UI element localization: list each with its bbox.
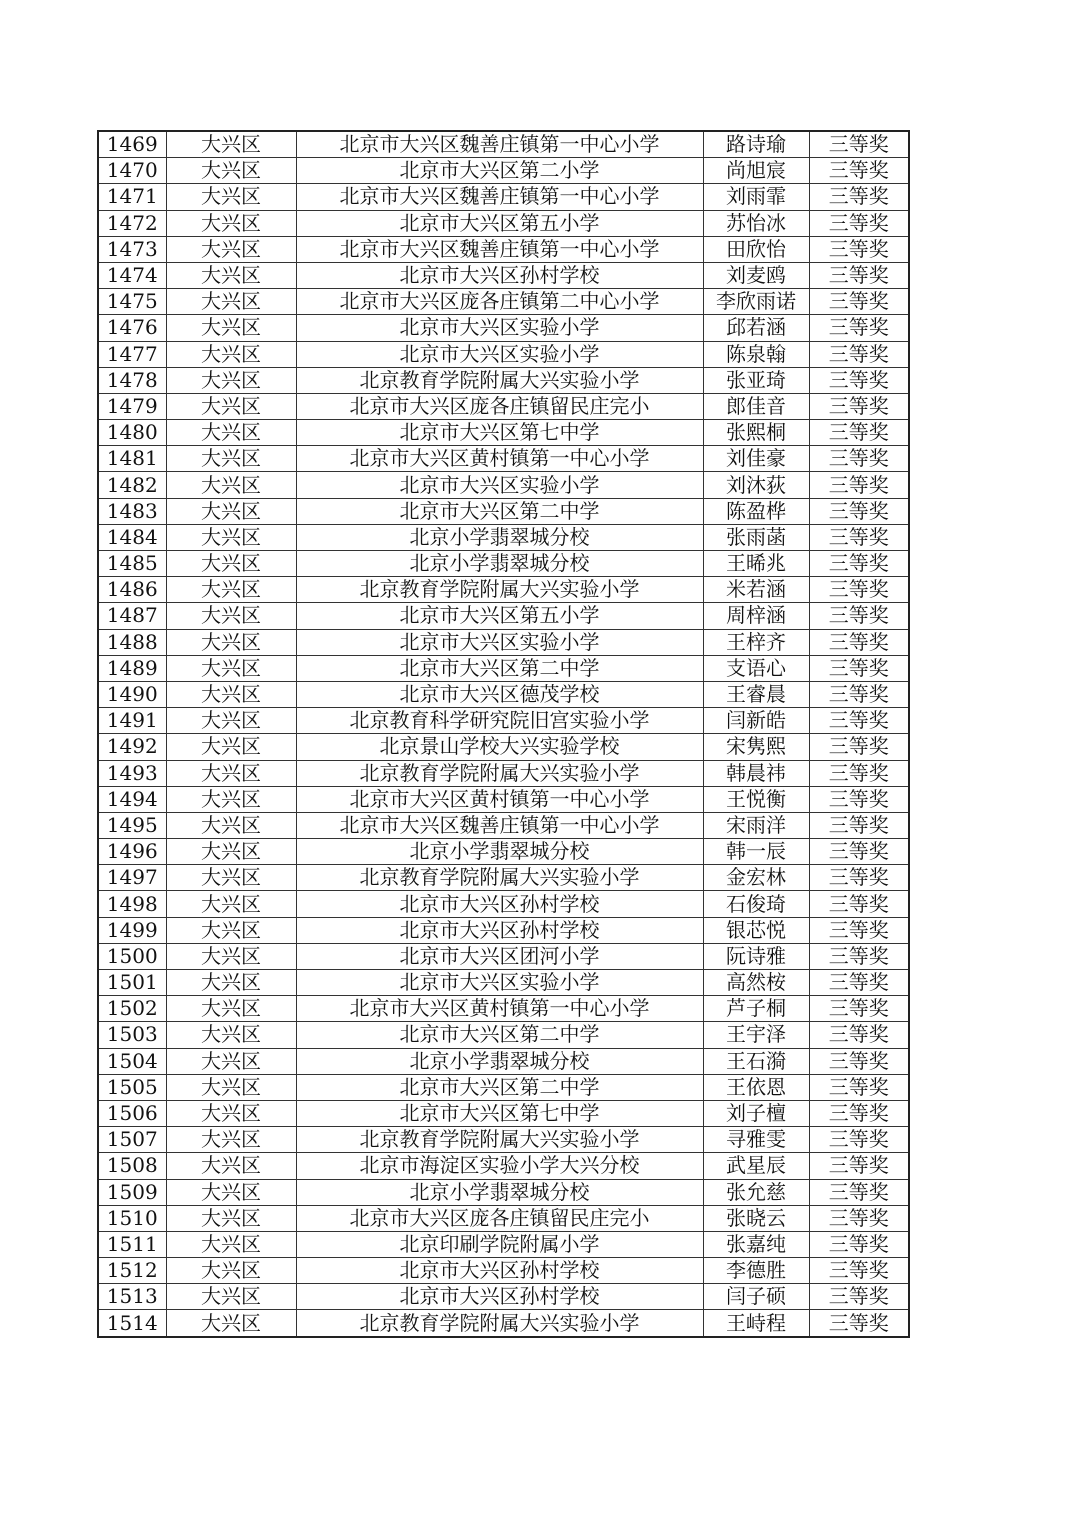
award-level-cell: 三等奖 [809,1179,909,1205]
row-number-cell: 1509 [98,1179,166,1205]
award-level-cell: 三等奖 [809,1284,909,1310]
award-level-cell: 三等奖 [809,1231,909,1257]
award-level-cell: 三等奖 [809,446,909,472]
table-row [98,891,909,917]
row-number-cell: 1506 [98,1100,166,1126]
district-cell: 大兴区 [166,393,296,419]
row-number-cell: 1478 [98,367,166,393]
table-row [98,577,909,603]
row-number-cell: 1498 [98,891,166,917]
table-row [98,865,909,891]
table-row [98,760,909,786]
school-cell: 北京市大兴区孙村学校 [296,262,703,288]
student-name-cell: 李欣雨诺 [703,289,809,315]
district-cell: 大兴区 [166,839,296,865]
table-row [98,970,909,996]
row-number-cell: 1479 [98,393,166,419]
school-cell: 北京市大兴区第二中学 [296,498,703,524]
student-name-cell: 银芯悦 [703,917,809,943]
row-number-cell: 1480 [98,420,166,446]
student-name-cell: 刘麦鸥 [703,262,809,288]
student-name-cell: 王峙程 [703,1310,809,1337]
table-row [98,1048,909,1074]
student-name-cell: 苏怡冰 [703,210,809,236]
school-cell: 北京市大兴区庞各庄镇留民庄完小 [296,1205,703,1231]
row-number-cell: 1470 [98,158,166,184]
school-cell: 北京小学翡翠城分校 [296,1048,703,1074]
award-level-cell: 三等奖 [809,420,909,446]
district-cell: 大兴区 [166,1127,296,1153]
row-number-cell: 1507 [98,1127,166,1153]
school-cell: 北京教育学院附属大兴实验小学 [296,1127,703,1153]
district-cell: 大兴区 [166,210,296,236]
award-level-cell: 三等奖 [809,1258,909,1284]
district-cell: 大兴区 [166,1205,296,1231]
district-cell: 大兴区 [166,655,296,681]
student-name-cell: 刘佳豪 [703,446,809,472]
table-row [98,446,909,472]
student-name-cell: 尚旭宸 [703,158,809,184]
table-row [98,236,909,262]
school-cell: 北京市大兴区魏善庄镇第一中心小学 [296,812,703,838]
district-cell: 大兴区 [166,367,296,393]
school-cell: 北京市海淀区实验小学大兴分校 [296,1153,703,1179]
award-level-cell: 三等奖 [809,1153,909,1179]
school-cell: 北京教育学院附属大兴实验小学 [296,577,703,603]
school-cell: 北京小学翡翠城分校 [296,839,703,865]
district-cell: 大兴区 [166,603,296,629]
school-cell: 北京市大兴区黄村镇第一中心小学 [296,996,703,1022]
table-row [98,1022,909,1048]
table-row [98,1074,909,1100]
award-level-cell: 三等奖 [809,1310,909,1337]
district-cell: 大兴区 [166,236,296,262]
school-cell: 北京市大兴区孙村学校 [296,917,703,943]
student-name-cell: 邱若涵 [703,315,809,341]
row-number-cell: 1511 [98,1231,166,1257]
row-number-cell: 1495 [98,812,166,838]
row-number-cell: 1489 [98,655,166,681]
table-row [98,1205,909,1231]
table-row [98,629,909,655]
district-cell: 大兴区 [166,1100,296,1126]
table-row [98,1310,909,1337]
award-level-cell: 三等奖 [809,577,909,603]
row-number-cell: 1473 [98,236,166,262]
row-number-cell: 1471 [98,184,166,210]
award-level-cell: 三等奖 [809,629,909,655]
student-name-cell: 芦子桐 [703,996,809,1022]
student-name-cell: 刘沐荻 [703,472,809,498]
award-level-cell: 三等奖 [809,341,909,367]
table-row [98,289,909,315]
table-row [98,1127,909,1153]
table-row [98,524,909,550]
school-cell: 北京小学翡翠城分校 [296,524,703,550]
table-row [98,472,909,498]
row-number-cell: 1474 [98,262,166,288]
award-level-cell: 三等奖 [809,131,909,158]
student-name-cell: 李德胜 [703,1258,809,1284]
school-cell: 北京景山学校大兴实验学校 [296,734,703,760]
award-level-cell: 三等奖 [809,262,909,288]
school-cell: 北京市大兴区实验小学 [296,629,703,655]
district-cell: 大兴区 [166,131,296,158]
student-name-cell: 王悦衡 [703,786,809,812]
table-row [98,315,909,341]
award-level-cell: 三等奖 [809,943,909,969]
student-name-cell: 张雨菡 [703,524,809,550]
row-number-cell: 1476 [98,315,166,341]
student-name-cell: 武星辰 [703,1153,809,1179]
school-cell: 北京市大兴区德茂学校 [296,681,703,707]
table-row [98,393,909,419]
school-cell: 北京市大兴区庞各庄镇第二中心小学 [296,289,703,315]
award-level-cell: 三等奖 [809,734,909,760]
row-number-cell: 1499 [98,917,166,943]
student-name-cell: 周梓涵 [703,603,809,629]
student-name-cell: 陈盈桦 [703,498,809,524]
table-row [98,341,909,367]
award-level-cell: 三等奖 [809,996,909,1022]
school-cell: 北京小学翡翠城分校 [296,1179,703,1205]
school-cell: 北京市大兴区第五小学 [296,210,703,236]
district-cell: 大兴区 [166,184,296,210]
table-row [98,839,909,865]
district-cell: 大兴区 [166,1284,296,1310]
row-number-cell: 1477 [98,341,166,367]
student-name-cell: 张亚琦 [703,367,809,393]
award-level-cell: 三等奖 [809,1205,909,1231]
school-cell: 北京印刷学院附属小学 [296,1231,703,1257]
school-cell: 北京市大兴区实验小学 [296,472,703,498]
school-cell: 北京市大兴区实验小学 [296,970,703,996]
award-level-cell: 三等奖 [809,760,909,786]
award-list-body [98,131,909,1337]
district-cell: 大兴区 [166,341,296,367]
student-name-cell: 闫新皓 [703,708,809,734]
table-row [98,131,909,158]
award-level-cell: 三等奖 [809,1100,909,1126]
row-number-cell: 1514 [98,1310,166,1337]
district-cell: 大兴区 [166,1258,296,1284]
district-cell: 大兴区 [166,1310,296,1337]
award-level-cell: 三等奖 [809,367,909,393]
row-number-cell: 1501 [98,970,166,996]
student-name-cell: 寻雅雯 [703,1127,809,1153]
award-level-cell: 三等奖 [809,655,909,681]
row-number-cell: 1472 [98,210,166,236]
award-level-cell: 三等奖 [809,551,909,577]
table-row [98,1179,909,1205]
award-level-cell: 三等奖 [809,786,909,812]
award-level-cell: 三等奖 [809,681,909,707]
table-row [98,420,909,446]
award-level-cell: 三等奖 [809,603,909,629]
student-name-cell: 石俊琦 [703,891,809,917]
student-name-cell: 韩晨祎 [703,760,809,786]
school-cell: 北京市大兴区第二中学 [296,1074,703,1100]
award-level-cell: 三等奖 [809,236,909,262]
district-cell: 大兴区 [166,1179,296,1205]
award-list-table [97,130,910,1338]
table-row [98,1284,909,1310]
table-row [98,917,909,943]
award-level-cell: 三等奖 [809,184,909,210]
award-level-cell: 三等奖 [809,498,909,524]
student-name-cell: 支语心 [703,655,809,681]
row-number-cell: 1490 [98,681,166,707]
row-number-cell: 1503 [98,1022,166,1048]
school-cell: 北京市大兴区团河小学 [296,943,703,969]
student-name-cell: 王梓齐 [703,629,809,655]
school-cell: 北京市大兴区孙村学校 [296,1258,703,1284]
student-name-cell: 田欣怡 [703,236,809,262]
student-name-cell: 宋隽熙 [703,734,809,760]
row-number-cell: 1486 [98,577,166,603]
school-cell: 北京市大兴区孙村学校 [296,1284,703,1310]
table-row [98,1100,909,1126]
table-row [98,210,909,236]
school-cell: 北京教育学院附属大兴实验小学 [296,865,703,891]
student-name-cell: 阮诗雅 [703,943,809,969]
row-number-cell: 1510 [98,1205,166,1231]
district-cell: 大兴区 [166,629,296,655]
student-name-cell: 王宇泽 [703,1022,809,1048]
district-cell: 大兴区 [166,420,296,446]
school-cell: 北京教育科学研究院旧宫实验小学 [296,708,703,734]
row-number-cell: 1504 [98,1048,166,1074]
district-cell: 大兴区 [166,812,296,838]
table-row [98,603,909,629]
student-name-cell: 张允慈 [703,1179,809,1205]
award-level-cell: 三等奖 [809,891,909,917]
row-number-cell: 1494 [98,786,166,812]
row-number-cell: 1505 [98,1074,166,1100]
school-cell: 北京小学翡翠城分校 [296,551,703,577]
student-name-cell: 王睿晨 [703,681,809,707]
row-number-cell: 1482 [98,472,166,498]
table-row [98,655,909,681]
award-level-cell: 三等奖 [809,472,909,498]
row-number-cell: 1487 [98,603,166,629]
award-level-cell: 三等奖 [809,158,909,184]
student-name-cell: 刘雨霏 [703,184,809,210]
district-cell: 大兴区 [166,943,296,969]
row-number-cell: 1500 [98,943,166,969]
row-number-cell: 1488 [98,629,166,655]
district-cell: 大兴区 [166,760,296,786]
student-name-cell: 路诗瑜 [703,131,809,158]
row-number-cell: 1491 [98,708,166,734]
school-cell: 北京市大兴区实验小学 [296,341,703,367]
student-name-cell: 张熙桐 [703,420,809,446]
table-row [98,262,909,288]
award-level-cell: 三等奖 [809,970,909,996]
award-level-cell: 三等奖 [809,1022,909,1048]
row-number-cell: 1484 [98,524,166,550]
district-cell: 大兴区 [166,996,296,1022]
school-cell: 北京市大兴区魏善庄镇第一中心小学 [296,184,703,210]
row-number-cell: 1483 [98,498,166,524]
school-cell: 北京市大兴区庞各庄镇留民庄完小 [296,393,703,419]
award-level-cell: 三等奖 [809,865,909,891]
table-row [98,708,909,734]
table-row [98,1258,909,1284]
school-cell: 北京市大兴区第二小学 [296,158,703,184]
district-cell: 大兴区 [166,498,296,524]
school-cell: 北京市大兴区第二中学 [296,1022,703,1048]
table-row [98,812,909,838]
district-cell: 大兴区 [166,1231,296,1257]
row-number-cell: 1512 [98,1258,166,1284]
table-row [98,1231,909,1257]
school-cell: 北京市大兴区黄村镇第一中心小学 [296,446,703,472]
student-name-cell: 王晞兆 [703,551,809,577]
student-name-cell: 王石漪 [703,1048,809,1074]
district-cell: 大兴区 [166,970,296,996]
student-name-cell: 张嘉纯 [703,1231,809,1257]
district-cell: 大兴区 [166,158,296,184]
school-cell: 北京市大兴区第五小学 [296,603,703,629]
district-cell: 大兴区 [166,708,296,734]
student-name-cell: 米若涵 [703,577,809,603]
table-row [98,681,909,707]
award-level-cell: 三等奖 [809,1074,909,1100]
district-cell: 大兴区 [166,865,296,891]
row-number-cell: 1485 [98,551,166,577]
award-level-cell: 三等奖 [809,1048,909,1074]
table-row [98,158,909,184]
district-cell: 大兴区 [166,734,296,760]
district-cell: 大兴区 [166,446,296,472]
student-name-cell: 郎佳音 [703,393,809,419]
award-level-cell: 三等奖 [809,393,909,419]
row-number-cell: 1492 [98,734,166,760]
district-cell: 大兴区 [166,262,296,288]
district-cell: 大兴区 [166,1048,296,1074]
school-cell: 北京市大兴区第二中学 [296,655,703,681]
award-level-cell: 三等奖 [809,289,909,315]
table-row [98,734,909,760]
table-row [98,996,909,1022]
award-level-cell: 三等奖 [809,839,909,865]
row-number-cell: 1469 [98,131,166,158]
row-number-cell: 1502 [98,996,166,1022]
row-number-cell: 1496 [98,839,166,865]
student-name-cell: 闫子硕 [703,1284,809,1310]
district-cell: 大兴区 [166,681,296,707]
school-cell: 北京市大兴区魏善庄镇第一中心小学 [296,131,703,158]
district-cell: 大兴区 [166,315,296,341]
table-row [98,551,909,577]
district-cell: 大兴区 [166,472,296,498]
row-number-cell: 1513 [98,1284,166,1310]
school-cell: 北京市大兴区第七中学 [296,1100,703,1126]
student-name-cell: 宋雨洋 [703,812,809,838]
table-row [98,1153,909,1179]
school-cell: 北京教育学院附属大兴实验小学 [296,760,703,786]
row-number-cell: 1508 [98,1153,166,1179]
table-row [98,184,909,210]
district-cell: 大兴区 [166,891,296,917]
row-number-cell: 1493 [98,760,166,786]
school-cell: 北京市大兴区第七中学 [296,420,703,446]
row-number-cell: 1475 [98,289,166,315]
school-cell: 北京教育学院附属大兴实验小学 [296,1310,703,1337]
district-cell: 大兴区 [166,1022,296,1048]
table-row [98,498,909,524]
school-cell: 北京市大兴区孙村学校 [296,891,703,917]
district-cell: 大兴区 [166,577,296,603]
award-level-cell: 三等奖 [809,1127,909,1153]
table-row [98,943,909,969]
award-level-cell: 三等奖 [809,315,909,341]
district-cell: 大兴区 [166,1074,296,1100]
award-level-cell: 三等奖 [809,708,909,734]
student-name-cell: 张晓云 [703,1205,809,1231]
district-cell: 大兴区 [166,917,296,943]
district-cell: 大兴区 [166,551,296,577]
school-cell: 北京市大兴区魏善庄镇第一中心小学 [296,236,703,262]
district-cell: 大兴区 [166,289,296,315]
school-cell: 北京市大兴区实验小学 [296,315,703,341]
school-cell: 北京市大兴区黄村镇第一中心小学 [296,786,703,812]
award-level-cell: 三等奖 [809,524,909,550]
table-row [98,786,909,812]
student-name-cell: 陈泉翰 [703,341,809,367]
award-level-cell: 三等奖 [809,917,909,943]
district-cell: 大兴区 [166,524,296,550]
table-row [98,367,909,393]
row-number-cell: 1481 [98,446,166,472]
district-cell: 大兴区 [166,786,296,812]
student-name-cell: 刘子檀 [703,1100,809,1126]
school-cell: 北京教育学院附属大兴实验小学 [296,367,703,393]
row-number-cell: 1497 [98,865,166,891]
award-level-cell: 三等奖 [809,210,909,236]
district-cell: 大兴区 [166,1153,296,1179]
student-name-cell: 金宏林 [703,865,809,891]
student-name-cell: 王依恩 [703,1074,809,1100]
student-name-cell: 韩一辰 [703,839,809,865]
award-level-cell: 三等奖 [809,812,909,838]
student-name-cell: 高然桉 [703,970,809,996]
